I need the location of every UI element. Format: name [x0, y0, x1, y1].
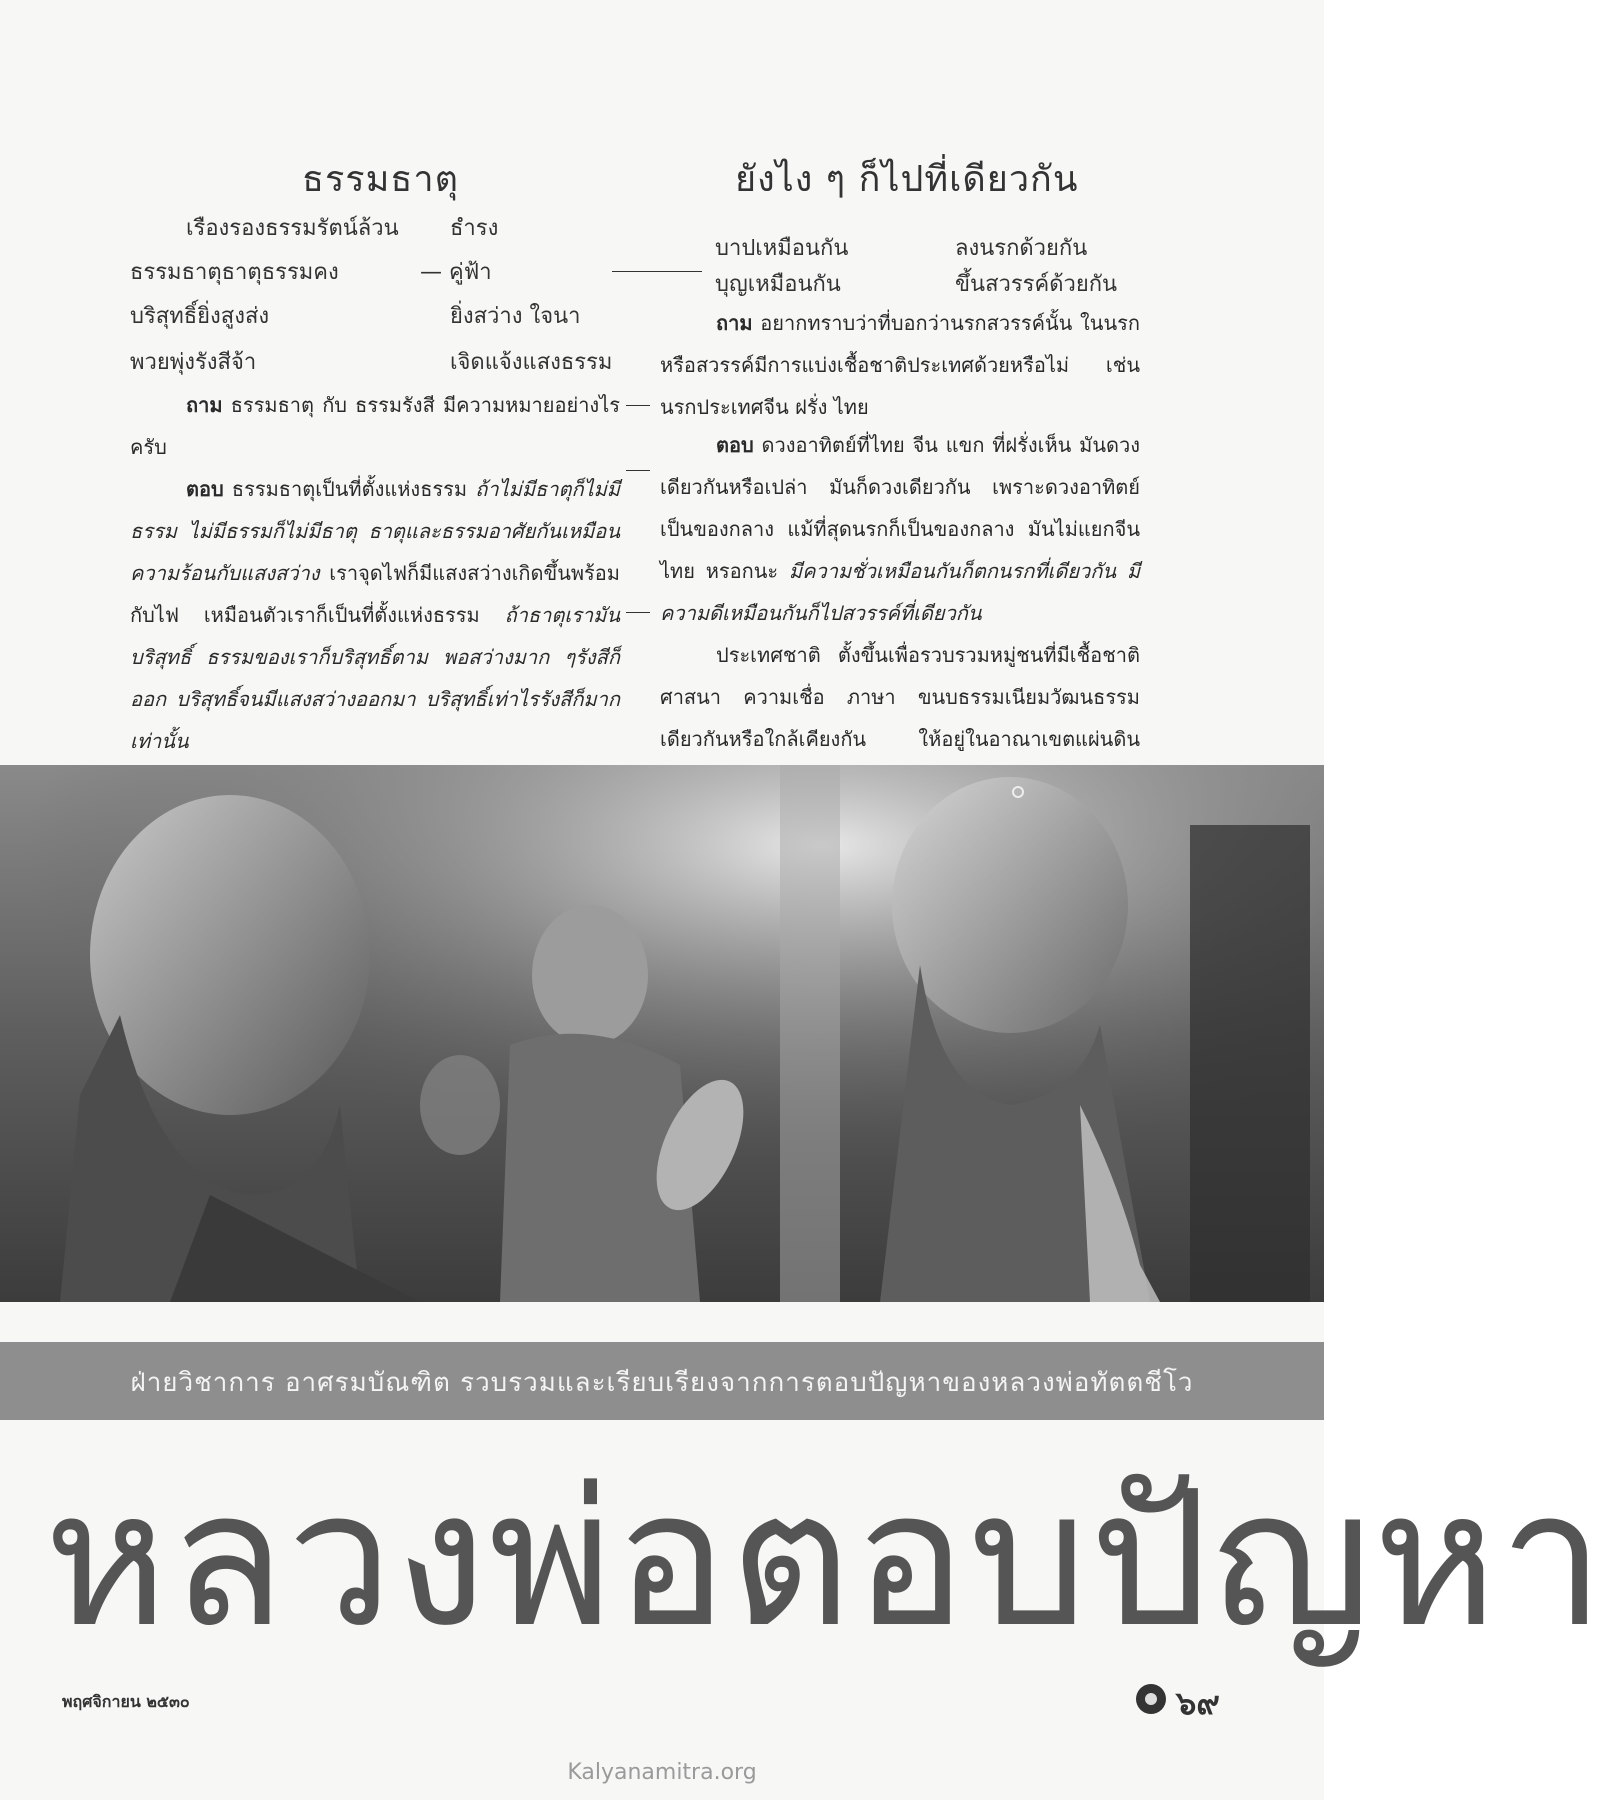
right-column-title: ยังไง ๆ ก็ไปที่เดียวกัน — [735, 159, 1079, 200]
poem-line-b: ขึ้นสวรรค์ด้วยกัน — [955, 272, 1118, 297]
page-number: ๖๙ — [1176, 1684, 1220, 1722]
issue-date: พฤศจิกายน ๒๕๓๐ — [62, 1692, 190, 1711]
right-question — [660, 302, 1140, 428]
poem-line-b: ยิ่งสว่าง ใจนา — [450, 304, 581, 329]
poem-line-b: เจิดแจ้งแสงธรรม — [450, 350, 613, 375]
monk-right-head — [892, 777, 1128, 1033]
paragraph-text: ประเทศชาติ ตั้งขึ้นเพื่อรวบรวมหมู่ชนที่มีเชื้อชาติศาสนา ความเชื่อ ภาษา ขนบธรรมเนียมวัฒนธรรมเดียวกันหรือใกล้เคียงกัน ให้อยู่ในอาณาเขตแผ่นดิน — [660, 643, 1140, 751]
poem-line-a: ธรรมธาตุธาตุธรรมคง — [130, 260, 339, 285]
poem-line-a: พวยพุ่งรังสีจ้า — [130, 350, 257, 375]
question-label: ถาม — [186, 393, 223, 417]
poem-line-b: ธำรง — [450, 216, 499, 241]
question-text: ธรรมธาตุ กับ ธรรมรังสี มีความหมายอย่างไร ครับ — [130, 393, 620, 459]
monks-illustration — [0, 765, 1324, 1302]
poem-line-a: เรืองรองธรรมรัตน์ล้วน — [186, 216, 399, 241]
poem-line-b: ลงนรกด้วยกัน — [955, 236, 1088, 261]
poem-line-a: บุญเหมือนกัน — [715, 272, 841, 297]
page-marker-icon — [1136, 1684, 1166, 1714]
left-answer — [130, 468, 620, 762]
answer-label: ตอบ — [186, 477, 224, 501]
divider-dash — [626, 612, 650, 613]
answer-text: เราจุดไฟก็มีแสงสว่างเกิดขึ้นพร้อมกับไฟ เหมือนตัวเราก็เป็นที่ตั้งแห่งธรรม — [130, 561, 620, 627]
poem-line-a: บริสุทธิ์ยิ่งสูงส่ง — [130, 304, 270, 329]
watermark-credit: Kalyanamitra.org — [567, 1760, 757, 1785]
divider-dash — [626, 470, 650, 471]
poem-line — [130, 298, 650, 328]
monk-background-head — [532, 905, 648, 1045]
credit-banner — [0, 1342, 1324, 1420]
poem-line-b: — คู่ฟ้า — [420, 260, 492, 285]
question-text: อยากทราบว่าที่บอกว่านรกสวรรค์นั้น ในนรกหรือสวรรค์มีการแบ่งเชื้อชาติประเทศด้วยหรือไม่ เช่น นรกประเทศจีน ฝรั่ง ไทย — [660, 311, 1140, 419]
poem-line — [130, 254, 650, 284]
answer-italic: ถ้าไม่มีธาตุก็ไม่มีธรรม ไม่มีธรรมก็ไม่มีธาตุ ธาตุและธรรมอาศัยกันเหมือนความร้อนกับแสงสว่าง — [130, 477, 620, 585]
right-answer — [660, 424, 1140, 634]
banner-text: ฝ่ายวิชาการ อาศรมบัณฑิต รวบรวมและเรียบเรียงจากการตอบปัญหาของหลวงพ่อทัตตชีโว — [130, 1368, 1194, 1398]
answer-text: ดวงอาทิตย์ที่ไทย จีน แขก ที่ฝรั่งเห็น มันดวงเดียวกันหรือเปล่า มันก็ดวงเดียวกัน เพราะดวงอาทิตย์เป็นของกลาง แม้ที่สุดนรกก็เป็นของกลาง มันไม่แยกจีน ไทย หรอกนะ — [660, 433, 1140, 583]
question-label: ถาม — [716, 311, 753, 335]
monks-photo — [0, 765, 1324, 1302]
poem-line — [130, 344, 650, 374]
poem-line-a: บาปเหมือนกัน — [715, 236, 849, 261]
left-question — [130, 384, 620, 468]
left-column-title: ธรรมธาตุ — [302, 159, 459, 200]
poem-line — [715, 266, 1135, 296]
poem-line — [130, 210, 650, 240]
answer-italic: มีความชั่วเหมือนกันก็ตกนรกที่เดียวกัน มีความดีเหมือนกันก็ไปสวรรค์ที่เดียวกัน — [660, 559, 1140, 625]
answer-italic: ถ้าธาตุเรามันบริสุทธิ์ ธรรมของเราก็บริสุทธิ์ตาม พอสว่างมาก ๆรังสีก็ออก บริสุทธิ์จนมีแสงสว่างออกมา บริสุทธิ์เท่าไรรังสีก็มากเท่านั้น — [130, 603, 620, 753]
headline: หลวงพ่อตอบปัญหา — [44, 1450, 1607, 1669]
divider-dash — [626, 405, 650, 406]
divider-dash — [612, 271, 702, 272]
answer-text: ธรรมธาตุเป็นที่ตั้งแห่งธรรม — [231, 477, 468, 501]
answer-label: ตอบ — [716, 433, 754, 457]
poem-line — [715, 230, 1135, 260]
